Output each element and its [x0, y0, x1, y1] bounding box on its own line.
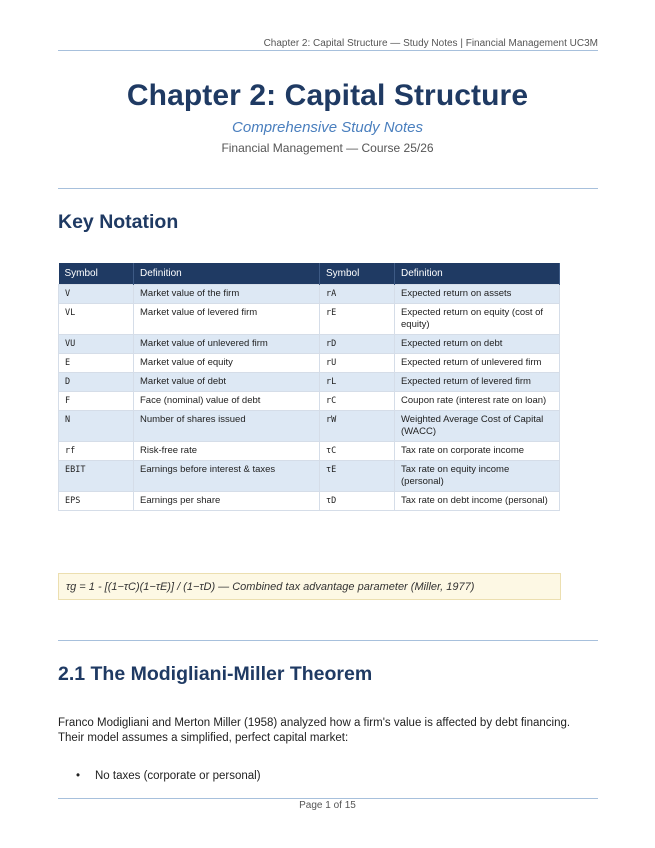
- table-row: [59, 392, 560, 411]
- symbol-cell: rC: [320, 392, 395, 411]
- definition-cell: Expected return on equity (cost of equity): [395, 304, 560, 335]
- definition-cell: Market value of the firm: [134, 285, 320, 304]
- definition-cell: Market value of unlevered firm: [134, 335, 320, 354]
- definition-cell: Expected return on debt: [395, 335, 560, 354]
- definition-cell: Market value of levered firm: [134, 304, 320, 335]
- table-row: [59, 335, 560, 354]
- symbol-cell: F: [59, 392, 134, 411]
- list-item-text: No taxes (corporate or personal): [95, 770, 261, 782]
- symbol-cell: VU: [59, 335, 134, 354]
- definition-cell: Risk-free rate: [134, 442, 320, 461]
- table-row: [59, 354, 560, 373]
- definition-cell: Number of shares issued: [134, 411, 320, 442]
- table-row: [59, 492, 560, 511]
- definition-cell: Coupon rate (interest rate on loan): [395, 392, 560, 411]
- table-header-cell: Symbol: [320, 263, 395, 285]
- definition-cell: Tax rate on corporate income: [395, 442, 560, 461]
- definition-cell: Expected return on assets: [395, 285, 560, 304]
- page-title: Chapter 2: Capital Structure: [126, 79, 529, 112]
- table-header-cell: Definition: [395, 263, 560, 285]
- course-line: Financial Management — Course 25/26: [221, 141, 434, 155]
- definition-cell: Expected return of levered firm: [395, 373, 560, 392]
- definition-cell: Market value of equity: [134, 354, 320, 373]
- symbol-cell: VL: [59, 304, 134, 335]
- table-row: [59, 411, 560, 442]
- notation-table: [58, 263, 560, 511]
- table-row: [59, 461, 560, 492]
- table-header-cell: Definition: [134, 263, 320, 285]
- symbol-cell: rA: [320, 285, 395, 304]
- table-row: [59, 442, 560, 461]
- formula-callout: τg = 1 - [(1−τC)(1−τE)] / (1−τD) — Combined tax advantage parameter (Miller, 1977): [58, 573, 561, 600]
- symbol-cell: D: [59, 373, 134, 392]
- symbol-cell: rE: [320, 304, 395, 335]
- definition-cell: Earnings per share: [134, 492, 320, 511]
- definition-cell: Expected return of unlevered firm: [395, 354, 560, 373]
- section-rule: [58, 188, 598, 189]
- symbol-cell: V: [59, 285, 134, 304]
- symbol-cell: rD: [320, 335, 395, 354]
- symbol-cell: E: [59, 354, 134, 373]
- table-header-row: [59, 263, 560, 285]
- symbol-cell: τE: [320, 461, 395, 492]
- bullet-icon: •: [76, 770, 81, 782]
- symbol-cell: rW: [320, 411, 395, 442]
- list-item: [76, 770, 261, 782]
- footer-rule: [58, 798, 598, 799]
- symbol-cell: N: [59, 411, 134, 442]
- symbol-cell: τD: [320, 492, 395, 511]
- symbol-cell: rL: [320, 373, 395, 392]
- page-number: Page 1 of 15: [299, 800, 356, 811]
- symbol-cell: rU: [320, 354, 395, 373]
- definition-cell: Tax rate on equity income (personal): [395, 461, 560, 492]
- symbol-cell: EBIT: [59, 461, 134, 492]
- definition-cell: Weighted Average Cost of Capital (WACC): [395, 411, 560, 442]
- symbol-cell: τC: [320, 442, 395, 461]
- table-header-cell: Symbol: [59, 263, 134, 285]
- key-notation-heading: Key Notation: [58, 211, 179, 233]
- section-rule: [58, 640, 598, 641]
- page-subtitle: Comprehensive Study Notes: [232, 119, 423, 136]
- table-row: [59, 285, 560, 304]
- intro-paragraph: Franco Modigliani and Merton Miller (1958) analyzed how a firm's value is affected by debt financing. Their model assumes a simplified, perfect capital market:: [58, 717, 571, 744]
- definition-cell: Market value of debt: [134, 373, 320, 392]
- table-row: [59, 373, 560, 392]
- symbol-cell: EPS: [59, 492, 134, 511]
- running-header: Chapter 2: Capital Structure — Study Notes | Financial Management UC3M: [263, 38, 598, 49]
- definition-cell: Tax rate on debt income (personal): [395, 492, 560, 511]
- definition-cell: Face (nominal) value of debt: [134, 392, 320, 411]
- modigliani-miller-heading: 2.1 The Modigliani-Miller Theorem: [58, 663, 373, 685]
- header-rule: [58, 50, 598, 51]
- symbol-cell: rf: [59, 442, 134, 461]
- table-row: [59, 304, 560, 335]
- definition-cell: Earnings before interest & taxes: [134, 461, 320, 492]
